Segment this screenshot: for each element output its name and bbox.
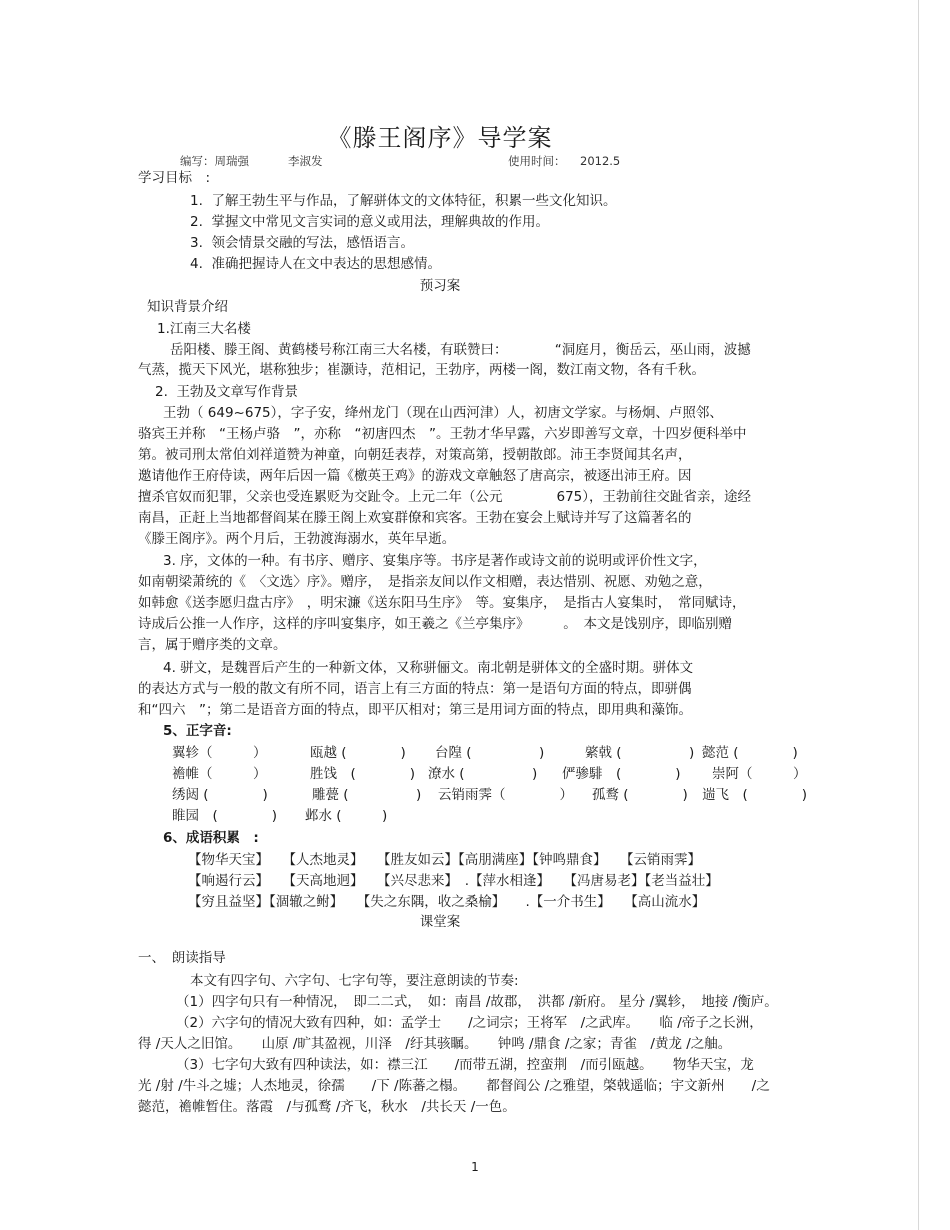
- background-line: 2. 王勃及文章写作背景: [155, 384, 298, 400]
- reading-line: 懿范，襜帷暂住。落霞 /与孤鹜 /齐飞，秋水 /共长天 /一色。: [138, 1099, 516, 1115]
- background-line: 岳阳楼、滕王阁、黄鹤楼号称江南三大名楼，有联赞曰： “洞庭月，衡岳云，巫山雨，波撼: [170, 342, 751, 358]
- idioms-row: 【物华天宝】 【人杰地灵】 【胜友如云】【高朋满座】【钟鸣鼎食】 【云销雨霁】: [188, 852, 701, 868]
- pronunciation-item: 懿范 ( ): [702, 745, 798, 761]
- background-line: 1.江南三大名楼: [157, 321, 251, 337]
- pronunciation-item: 俨骖騑 ( ): [562, 766, 681, 782]
- background-line: 南昌，正赶上当地都督阎某在滕王阁上欢宴群僚和宾客。王勃在宴会上赋诗并写了这篇著名的: [138, 510, 692, 526]
- pronunciation-item: 翼轸（ ）: [172, 745, 267, 761]
- use-time: 2012.5: [580, 154, 621, 168]
- pronunciation-item: 台隍 ( ): [435, 745, 545, 761]
- page-title: 《滕王阁序》导学案: [327, 124, 553, 152]
- background-line: 的表达方式与一般的散文有所不同，语言上有三方面的特点：第一是语句方面的特点，即骈偶: [138, 681, 692, 697]
- background-line: 邀请他作王府侍读，两年后因一篇《檄英王鸡》的游戏文章触怒了唐高宗，被逐出沛王府。因: [138, 468, 692, 484]
- background-line: 气蒸，揽天下风光，堪称独步；崔灏诗，范相记，王勃序，两楼一阁，数江南文物，各有千秋。: [138, 362, 705, 378]
- background-heading: 知识背景介绍: [147, 299, 228, 315]
- pronunciation-item: 绣闼 ( ): [172, 787, 268, 803]
- background-line: 《滕王阁序》。两个月后，王勃渡海溺水，英年早逝。: [138, 531, 456, 547]
- reading-line: （2）六字句的情况大致有四种，如：孟学士 /之词宗；王将军 /之武库。 临 /帝子之长洲，: [176, 1015, 763, 1031]
- reading-line: 得 /天人之旧馆。 山原 /旷其盈视，川泽 /纡其骇瞩。 钟鸣 /鼎食 /之家；青雀 /黄龙 /之舳。: [138, 1036, 732, 1052]
- page-edge: [918, 0, 919, 1230]
- background-line: 和“四六 ”；第二是语音方面的特点，即平仄相对；第三是用词方面的特点，即用典和藻饰。: [138, 702, 692, 718]
- idioms-heading: 6、成语积累 :: [163, 830, 259, 846]
- background-line: 王勃（ 649~675），字子安，绛州龙门（现在山西河津）人，初唐文学家。与杨炯、卢照邻、: [163, 405, 723, 421]
- background-line: 言，属于赠序类的文章。: [138, 637, 287, 653]
- reading-line: 光 /射 /牛斗之墟；人杰地灵，徐孺 /下 /陈蕃之榻。 都督阎公 /之雅望，棨戟遥临；宇文新州 /之: [138, 1078, 770, 1094]
- background-line: 擅杀官奴而犯罪，父亲也受连累贬为交趾令。上元二年（公元 675），王勃前往交趾省亲，途经: [138, 489, 752, 505]
- background-line: 诗成后公推一人作序，这样的序叫宴集序，如王羲之《兰亭集序》 。 本文是饯别序，即临别赠: [138, 616, 732, 632]
- reading-line: （1）四字句只有一种情况， 即二二式， 如：南昌 /故郡， 洪都 /新府。 星分 /翼轸， 地接 /衡庐。: [176, 994, 778, 1010]
- pronunciation-heading: 5、正字音:: [163, 723, 232, 739]
- pronunciation-item: 睢园 ( ): [172, 808, 278, 824]
- editors-label: 编写：周瑞强: [180, 154, 249, 168]
- background-line: 4. 骈文，是魏晋后产生的一种新文体，又称骈俪文。南北朝是骈体文的全盛时期。骈体文: [163, 660, 694, 676]
- class-heading: 课堂案: [419, 914, 461, 930]
- objective-item: 4. 准确把握诗人在文中表达的思想感情。: [190, 256, 441, 272]
- objectives-heading: 学习目标 :: [138, 170, 211, 186]
- background-line: 如韩愈《送李愿归盘古序》 ，明宋濂《送东阳马生序》 等。宴集序， 是指古人宴集时， 常同赋诗，: [138, 595, 746, 611]
- background-line: 第。被司刑太常伯刘祥道赞为神童，向朝廷表荐，对策高第，授朝散郎。沛王李贤闻其名声，: [138, 447, 692, 463]
- pronunciation-item: 綮戟 ( ): [585, 745, 695, 761]
- pronunciation-item: 潦水 ( ): [428, 766, 538, 782]
- reading-line: 本文有四字句、六字句、七字句等，要注意朗读的节奏:: [190, 973, 519, 989]
- objective-item: 1. 了解王勃生平与作品，了解骈体文的文体特征，积累一些文化知识。: [190, 193, 617, 209]
- pronunciation-item: 胜饯 ( ): [310, 766, 416, 782]
- background-line: 如南朝梁萧统的《 〈文选〉序》。赠序， 是指亲友间以作文相赠，表达惜别、祝愿、劝勉之意，: [138, 574, 712, 590]
- pronunciation-item: 孤鹜 ( ): [592, 787, 688, 803]
- reading-line: （3）七字句大致有四种读法，如：襟三江 /而带五湖，控蛮荆 /而引瓯越。 物华天宝，龙: [176, 1057, 754, 1073]
- background-line: 骆宾王并称 “王杨卢骆 ”，亦称 “初唐四杰 ”。王勃才华早露，六岁即善写文章，十四岁便科举中: [138, 426, 747, 442]
- pronunciation-item: 瓯越 ( ): [310, 745, 406, 761]
- preview-heading: 预习案: [419, 278, 461, 294]
- idioms-row: 【响遏行云】 【天高地迥】 【兴尽悲来】 .【萍水相逢】 【冯唐易老】【老当益壮】: [188, 873, 719, 889]
- pronunciation-item: 邺水 ( ): [305, 808, 388, 824]
- pronunciation-item: 云销雨霁（ ）: [438, 787, 573, 803]
- pronunciation-item: 雕甍 ( ): [312, 787, 422, 803]
- idioms-row: 【穷且益坚】【涸辙之鲋】 【失之东隅，收之桑榆】 .【一介书生】 【高山流水】: [188, 894, 706, 910]
- pronunciation-item: 襜帷（ ）: [172, 766, 267, 782]
- objective-item: 2. 掌握文中常见文言实词的意义或用法，理解典故的作用。: [190, 214, 549, 230]
- pronunciation-item: 崇阿（ ）: [712, 766, 807, 782]
- pronunciation-item: 遄飞 ( ): [702, 787, 808, 803]
- background-line: 3. 序，文体的一种。有书序、赠序、宴集序等。书序是著作或诗文前的说明或评价性文字，: [163, 553, 707, 569]
- page-number: 1: [471, 1160, 479, 1174]
- use-time-label: 使用时间：: [508, 154, 566, 168]
- reading-heading: 一、 朗读指导: [138, 950, 226, 966]
- editor-2: 李淑发: [288, 154, 323, 168]
- objective-item: 3. 领会情景交融的写法，感悟语言。: [190, 235, 414, 251]
